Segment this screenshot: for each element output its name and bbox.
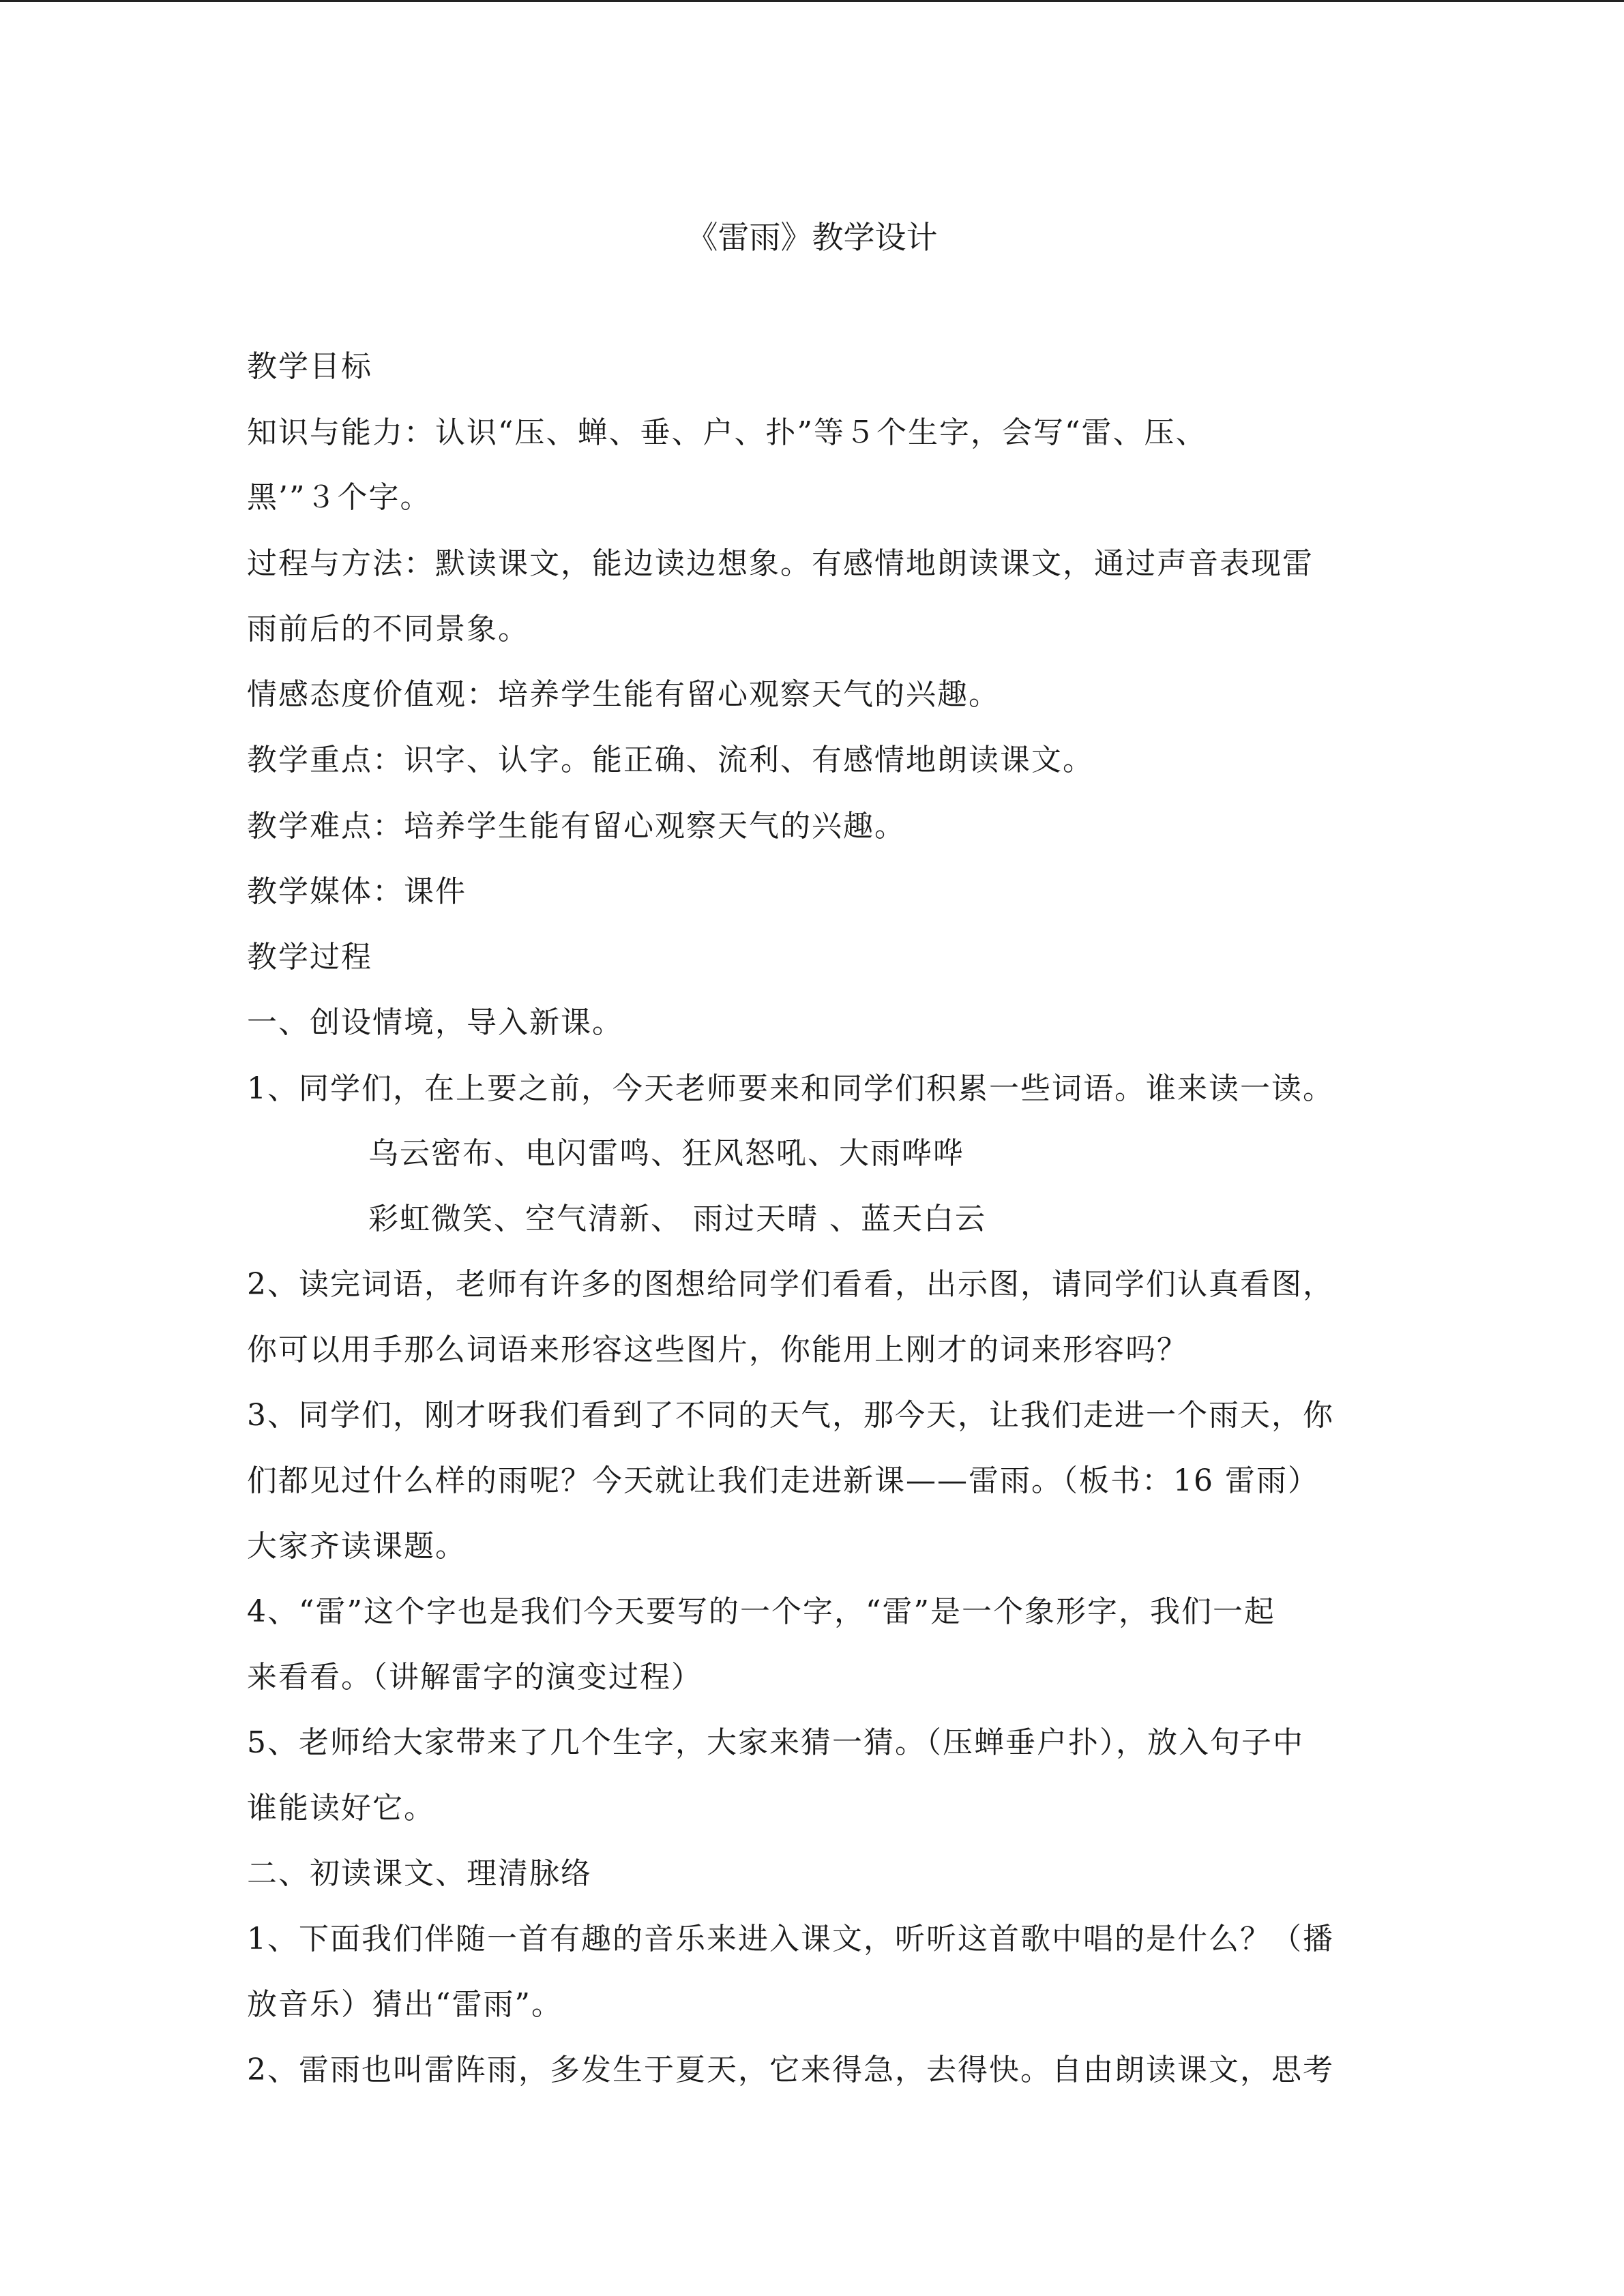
paragraph-line: 2、读完词语，老师有许多的图想给同学们看看，出示图，请同学们认真看图，: [247, 1267, 1334, 1302]
vocabulary-line: 彩虹微笑、空气清新、 雨过天晴 、蓝天白云: [368, 1202, 986, 1236]
paragraph-line: 教学重点：识字、认字。能正确、流利、有感情地朗读课文。: [247, 743, 1094, 777]
paragraph-line: 情感态度价值观：培养学生能有留心观察天气的兴趣。: [247, 677, 1000, 712]
vocabulary-line: 乌云密布、电闪雷鸣、狂风怒吼、大雨哗哗: [368, 1136, 964, 1171]
paragraph-line: 雨前后的不同景象。: [247, 612, 529, 646]
paragraph-line: 来看看。（讲解雷字的演变过程）: [247, 1660, 703, 1695]
paragraph-line: 教学难点：培养学生能有留心观察天气的兴趣。: [247, 809, 906, 844]
section-heading-part-one: 一、创设情境，导入新课。: [247, 1005, 623, 1040]
page-top-border: [0, 0, 1624, 2]
paragraph-line: 2、雷雨也叫雷阵雨，多发生于夏天，它来得急，去得快。自由朗读课文，思考: [247, 2053, 1334, 2087]
section-heading-objectives: 教学目标: [247, 349, 372, 384]
section-heading-process: 教学过程: [247, 940, 372, 974]
paragraph-line: 1、同学们，在上要之前，今天老师要来和同学们积累一些词语。谁来读一读。: [247, 1071, 1334, 1106]
paragraph-line: 知识与能力：认识“压、蝉、垂、户、扑”等５个生字，会写“雷、压、: [247, 415, 1207, 450]
paragraph-line: 大家齐读课题。: [247, 1529, 467, 1564]
paragraph-line: 5、老师给大家带来了几个生字，大家来猜一猜。（压蝉垂户扑），放入句子中: [247, 1725, 1304, 1760]
paragraph-line: 谁能读好它。: [247, 1791, 435, 1825]
paragraph-line: 黑’”３个字。: [247, 480, 432, 515]
paragraph-line: 们都见过什么样的雨呢？今天就让我们走进新课——雷雨。（板书：16 雷雨）: [247, 1463, 1319, 1498]
document-title: 《雷雨》教学设计: [686, 219, 938, 256]
paragraph-line: 过程与方法：默读课文，能边读边想象。有感情地朗读课文，通过声音表现雷: [247, 546, 1314, 581]
paragraph-line: 4、“雷”这个字也是我们今天要写的一个字，“雷”是一个象形字，我们一起: [247, 1594, 1275, 1629]
paragraph-line: 教学媒体：课件: [247, 874, 467, 909]
paragraph-line: 你可以用手那么词语来形容这些图片，你能用上刚才的词来形容吗？: [247, 1332, 1188, 1367]
paragraph-line: 1、下面我们伴随一首有趣的音乐来进入课文，听听这首歌中唱的是什么？（播: [247, 1922, 1334, 1956]
paragraph-line: 放音乐）猜出“雷雨”。: [247, 1987, 563, 2022]
section-heading-part-two: 二、初读课文、理清脉络: [247, 1856, 592, 1891]
paragraph-line: 3、同学们，刚才呀我们看到了不同的天气，那今天，让我们走进一个雨天，你: [247, 1398, 1334, 1433]
